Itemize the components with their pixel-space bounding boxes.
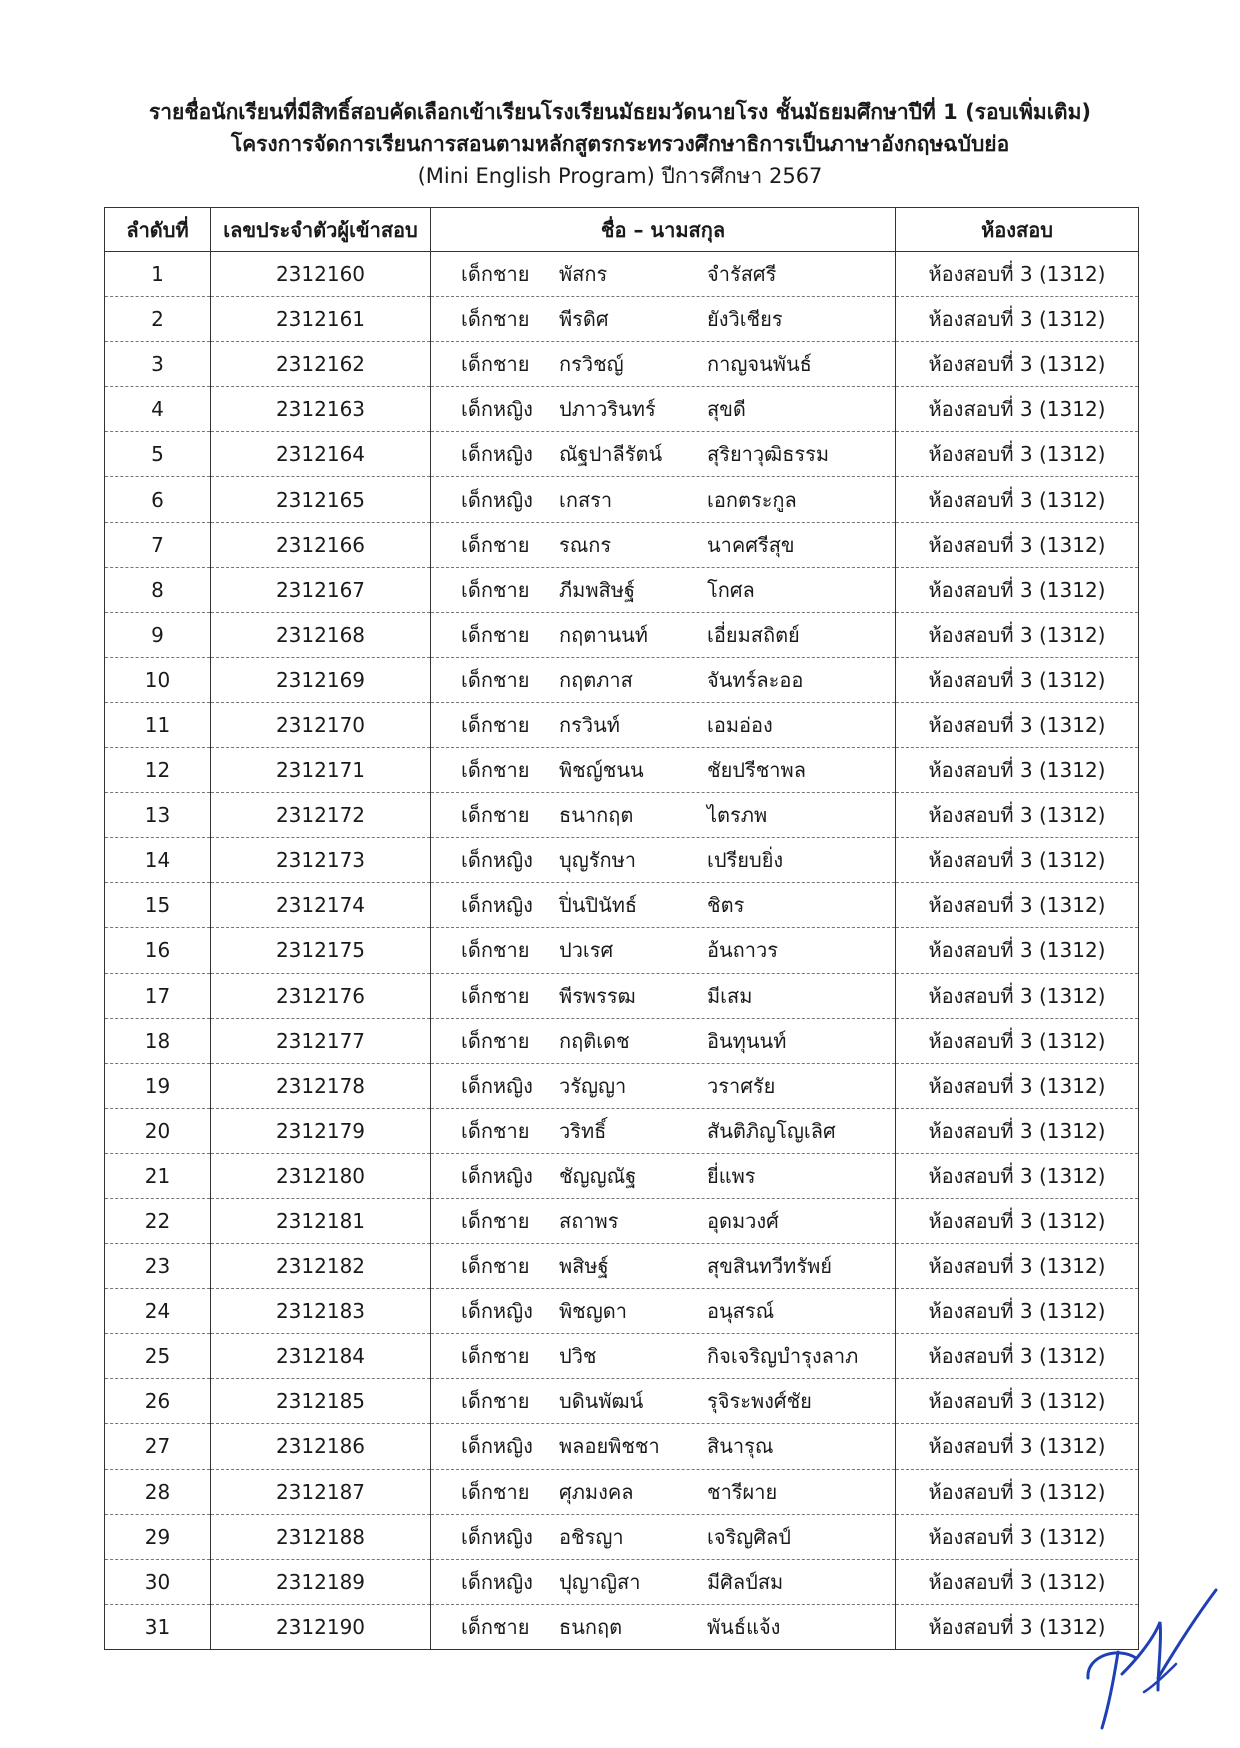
exam-id: 2312174 (211, 883, 431, 928)
name-prefix: เด็กชาย (461, 1209, 530, 1234)
exam-room: ห้องสอบที่ 3 (1312) (896, 1063, 1139, 1108)
name-last: ไตรภพ (707, 803, 768, 828)
name-last: เอมอ่อง (707, 712, 773, 737)
name-last: ชารีผาย (707, 1479, 778, 1504)
exam-room: ห้องสอบที่ 3 (1312) (896, 1514, 1139, 1559)
name-last: จำรัสศรี (707, 262, 777, 287)
name-prefix: เด็กหญิง (461, 893, 533, 918)
name-last: กิจเจริญบำรุงลาภ (707, 1344, 859, 1369)
exam-id: 2312172 (211, 793, 431, 838)
name-prefix: เด็กชาย (461, 1118, 530, 1143)
table-row (105, 1063, 1139, 1108)
table-row (105, 973, 1139, 1018)
exam-id: 2312175 (211, 928, 431, 973)
row-number: 10 (105, 657, 211, 702)
table-row (105, 1379, 1139, 1424)
name-first: พัสกร (559, 262, 608, 287)
title-line-3: (Mini English Program) ปีการศึกษา 2567 (417, 164, 823, 188)
name-prefix: เด็กชาย (461, 1254, 530, 1279)
header-room: ห้องสอบ (896, 208, 1139, 252)
name-last: เจริญศิลป์ (707, 1524, 791, 1549)
student-name (431, 387, 896, 432)
exam-id: 2312173 (211, 838, 431, 883)
exam-id: 2312187 (211, 1469, 431, 1514)
document-title (100, 96, 1140, 192)
row-number: 13 (105, 793, 211, 838)
student-name (431, 252, 896, 297)
name-first: พสิษฐ์ (559, 1254, 609, 1279)
name-last: อ้นถาวร (707, 938, 778, 963)
name-prefix: เด็กชาย (461, 758, 530, 783)
exam-room: ห้องสอบที่ 3 (1312) (896, 702, 1139, 747)
name-first: ธนกฤต (559, 1614, 623, 1639)
exam-id: 2312178 (211, 1063, 431, 1108)
name-prefix: เด็กชาย (461, 712, 530, 737)
name-last: เอกตระกูล (707, 487, 797, 512)
name-last: มีศิลป์สม (707, 1569, 784, 1594)
name-last: พันธ์แจ้ง (707, 1614, 781, 1639)
name-first: พีรพรรฒ (559, 983, 636, 1008)
name-first: ปวเรศ (559, 938, 614, 963)
name-first: พีรดิศ (559, 307, 609, 332)
table-row (105, 342, 1139, 387)
exam-room: ห้องสอบที่ 3 (1312) (896, 793, 1139, 838)
exam-id: 2312182 (211, 1244, 431, 1289)
name-last: เปรียบยิ่ง (707, 848, 784, 873)
student-name (431, 748, 896, 793)
exam-room: ห้องสอบที่ 3 (1312) (896, 477, 1139, 522)
exam-room: ห้องสอบที่ 3 (1312) (896, 522, 1139, 567)
table-row (105, 477, 1139, 522)
name-first: พลอยพิชชา (559, 1434, 660, 1459)
row-number: 16 (105, 928, 211, 973)
exam-room: ห้องสอบที่ 3 (1312) (896, 1018, 1139, 1063)
exam-room: ห้องสอบที่ 3 (1312) (896, 297, 1139, 342)
roster-table (104, 207, 1139, 1650)
exam-room: ห้องสอบที่ 3 (1312) (896, 928, 1139, 973)
name-first: กรวิชญ์ (559, 352, 624, 377)
exam-id: 2312190 (211, 1604, 431, 1649)
student-name (431, 1244, 896, 1289)
name-first: บดินพัฒน์ (559, 1389, 644, 1414)
table-row (105, 748, 1139, 793)
exam-room: ห้องสอบที่ 3 (1312) (896, 612, 1139, 657)
exam-id: 2312184 (211, 1334, 431, 1379)
row-number: 21 (105, 1153, 211, 1198)
student-name (431, 342, 896, 387)
table-row (105, 1244, 1139, 1289)
row-number: 26 (105, 1379, 211, 1424)
student-name (431, 973, 896, 1018)
name-first: กฤตภาส (559, 667, 633, 692)
student-name (431, 1289, 896, 1334)
exam-id: 2312181 (211, 1198, 431, 1243)
name-last: มีเสม (707, 983, 753, 1008)
name-last: ยังวิเชียร (707, 307, 783, 332)
name-first: ปวิช (559, 1344, 597, 1369)
header-no: ลำดับที่ (105, 208, 211, 252)
exam-id: 2312169 (211, 657, 431, 702)
exam-room: ห้องสอบที่ 3 (1312) (896, 748, 1139, 793)
name-prefix: เด็กหญิง (461, 1524, 533, 1549)
name-prefix: เด็กชาย (461, 983, 530, 1008)
row-number: 22 (105, 1198, 211, 1243)
row-number: 14 (105, 838, 211, 883)
exam-room: ห้องสอบที่ 3 (1312) (896, 342, 1139, 387)
name-prefix: เด็กหญิง (461, 1569, 533, 1594)
exam-id: 2312168 (211, 612, 431, 657)
student-name (431, 612, 896, 657)
table-row (105, 1559, 1139, 1604)
row-number: 6 (105, 477, 211, 522)
table-row (105, 1514, 1139, 1559)
student-name (431, 1108, 896, 1153)
exam-id: 2312164 (211, 432, 431, 477)
exam-room: ห้องสอบที่ 3 (1312) (896, 1559, 1139, 1604)
name-first: สถาพร (559, 1209, 619, 1234)
exam-room: ห้องสอบที่ 3 (1312) (896, 1198, 1139, 1243)
row-number: 11 (105, 702, 211, 747)
name-last: อินทุนนท์ (707, 1028, 787, 1053)
table-row (105, 522, 1139, 567)
name-first: กรวินท์ (559, 712, 620, 737)
name-last: ชัยปรีชาพล (707, 758, 806, 783)
table-row (105, 883, 1139, 928)
row-number: 4 (105, 387, 211, 432)
row-number: 5 (105, 432, 211, 477)
row-number: 7 (105, 522, 211, 567)
exam-id: 2312177 (211, 1018, 431, 1063)
exam-id: 2312162 (211, 342, 431, 387)
exam-id: 2312180 (211, 1153, 431, 1198)
table-row (105, 567, 1139, 612)
name-prefix: เด็กชาย (461, 262, 530, 287)
row-number: 24 (105, 1289, 211, 1334)
student-name (431, 522, 896, 567)
table-header-row (105, 208, 1139, 252)
exam-room: ห้องสอบที่ 3 (1312) (896, 567, 1139, 612)
name-prefix: เด็กชาย (461, 532, 530, 557)
table-row (105, 387, 1139, 432)
name-last: สันติภิญโญเลิศ (707, 1118, 836, 1143)
exam-room: ห้องสอบที่ 3 (1312) (896, 1108, 1139, 1153)
table-row (105, 702, 1139, 747)
student-name (431, 883, 896, 928)
exam-room: ห้องสอบที่ 3 (1312) (896, 387, 1139, 432)
exam-room: ห้องสอบที่ 3 (1312) (896, 1379, 1139, 1424)
title-line-1: รายชื่อนักเรียนที่มีสิทธิ์สอบคัดเลือกเข้าเรียนโรงเรียนมัธยมวัดนายโรง ชั้นมัธยมศึกษาปีที่ 1 (รอบเพิ่มเติม) (148, 100, 1092, 124)
name-last: กาญจนพันธ์ (707, 352, 812, 377)
row-number: 25 (105, 1334, 211, 1379)
table-row (105, 657, 1139, 702)
name-first: พิชญ์ชนน (559, 758, 644, 783)
name-prefix: เด็กชาย (461, 1479, 530, 1504)
name-prefix: เด็กหญิง (461, 1299, 533, 1324)
name-first: เกสรา (559, 487, 613, 512)
name-last: สุขสินทวีทรัพย์ (707, 1254, 832, 1279)
exam-room: ห้องสอบที่ 3 (1312) (896, 1424, 1139, 1469)
exam-id: 2312179 (211, 1108, 431, 1153)
table-row (105, 432, 1139, 477)
name-first: วริทธิ์ (559, 1118, 607, 1143)
name-first: วรัญญา (559, 1073, 627, 1098)
name-first: อชิรญา (559, 1524, 624, 1549)
title-line-2: โครงการจัดการเรียนการสอนตามหลักสูตรกระทรวงศึกษาธิการเป็นภาษาอังกฤษฉบับย่อ (230, 132, 1010, 156)
exam-id: 2312161 (211, 297, 431, 342)
exam-room: ห้องสอบที่ 3 (1312) (896, 657, 1139, 702)
table-row (105, 252, 1139, 297)
exam-room: ห้องสอบที่ 3 (1312) (896, 1289, 1139, 1334)
student-name (431, 793, 896, 838)
student-name (431, 432, 896, 477)
name-prefix: เด็กหญิง (461, 1163, 533, 1188)
exam-room: ห้องสอบที่ 3 (1312) (896, 1334, 1139, 1379)
table-row (105, 793, 1139, 838)
exam-id: 2312163 (211, 387, 431, 432)
name-first: ชัญญณัฐ (559, 1163, 637, 1188)
exam-id: 2312183 (211, 1289, 431, 1334)
student-name (431, 477, 896, 522)
name-prefix: เด็กหญิง (461, 848, 533, 873)
student-name (431, 1379, 896, 1424)
table-row (105, 612, 1139, 657)
student-name (431, 1424, 896, 1469)
name-first: ธนากฤต (559, 803, 634, 828)
name-first: ศุภมงคล (559, 1479, 634, 1504)
name-first: กฤตานนท์ (559, 622, 648, 647)
header-exam-id: เลขประจำตัวผู้เข้าสอบ (211, 208, 431, 252)
exam-id: 2312170 (211, 702, 431, 747)
name-first: ปุญาญิสา (559, 1569, 641, 1594)
name-last: สุริยาวุฒิธรรม (707, 442, 830, 467)
exam-room: ห้องสอบที่ 3 (1312) (896, 252, 1139, 297)
student-name (431, 1469, 896, 1514)
exam-id: 2312165 (211, 477, 431, 522)
row-number: 17 (105, 973, 211, 1018)
name-prefix: เด็กชาย (461, 1344, 530, 1369)
exam-id: 2312176 (211, 973, 431, 1018)
student-name (431, 1514, 896, 1559)
name-prefix: เด็กหญิง (461, 1073, 533, 1098)
row-number: 31 (105, 1604, 211, 1649)
name-prefix: เด็กหญิง (461, 1434, 533, 1459)
exam-room: ห้องสอบที่ 3 (1312) (896, 883, 1139, 928)
exam-id: 2312188 (211, 1514, 431, 1559)
exam-id: 2312186 (211, 1424, 431, 1469)
exam-room: ห้องสอบที่ 3 (1312) (896, 973, 1139, 1018)
name-prefix: เด็กชาย (461, 1028, 530, 1053)
name-first: ปภาวรินทร์ (559, 397, 656, 422)
row-number: 27 (105, 1424, 211, 1469)
row-number: 12 (105, 748, 211, 793)
name-last: จันทร์ละออ (707, 667, 804, 692)
student-name (431, 567, 896, 612)
student-name (431, 1063, 896, 1108)
name-last: วราศรัย (707, 1073, 776, 1098)
name-prefix: เด็กหญิง (461, 442, 533, 467)
exam-room: ห้องสอบที่ 3 (1312) (896, 432, 1139, 477)
student-name (431, 297, 896, 342)
row-number: 29 (105, 1514, 211, 1559)
name-prefix: เด็กชาย (461, 1614, 530, 1639)
name-last: สินารุณ (707, 1434, 774, 1459)
table-row (105, 1424, 1139, 1469)
row-number: 23 (105, 1244, 211, 1289)
table-row (105, 1469, 1139, 1514)
exam-room: ห้องสอบที่ 3 (1312) (896, 1469, 1139, 1514)
exam-room: ห้องสอบที่ 3 (1312) (896, 1604, 1139, 1649)
name-prefix: เด็กชาย (461, 1389, 530, 1414)
name-last: สุขดี (707, 397, 746, 422)
table-row (105, 1334, 1139, 1379)
name-first: ณัฐปาลีรัตน์ (559, 442, 663, 467)
row-number: 3 (105, 342, 211, 387)
table-row (105, 1108, 1139, 1153)
name-prefix: เด็กชาย (461, 577, 530, 602)
name-first: กฤติเดช (559, 1028, 630, 1053)
name-last: นาคศรีสุข (707, 532, 795, 557)
table-row (105, 1018, 1139, 1063)
student-name (431, 1153, 896, 1198)
table-row (105, 1604, 1139, 1649)
name-last: โกศล (707, 577, 755, 602)
exam-room: ห้องสอบที่ 3 (1312) (896, 1244, 1139, 1289)
row-number: 9 (105, 612, 211, 657)
name-last: ชิตร (707, 893, 745, 918)
name-last: อนุสรณ์ (707, 1299, 775, 1324)
exam-id: 2312189 (211, 1559, 431, 1604)
name-last: ยี่แพร (707, 1163, 756, 1188)
row-number: 15 (105, 883, 211, 928)
row-number: 28 (105, 1469, 211, 1514)
table-row (105, 297, 1139, 342)
student-name (431, 1334, 896, 1379)
name-first: รณกร (559, 532, 612, 557)
student-name (431, 1559, 896, 1604)
signature-mark (1058, 1578, 1228, 1738)
name-first: พิชญดา (559, 1299, 628, 1324)
row-number: 2 (105, 297, 211, 342)
student-name (431, 702, 896, 747)
student-name (431, 657, 896, 702)
table-row (105, 1153, 1139, 1198)
exam-id: 2312185 (211, 1379, 431, 1424)
table-row (105, 838, 1139, 883)
row-number: 30 (105, 1559, 211, 1604)
name-prefix: เด็กชาย (461, 307, 530, 332)
exam-room: ห้องสอบที่ 3 (1312) (896, 1153, 1139, 1198)
student-name (431, 1198, 896, 1243)
roster-body (105, 252, 1139, 1650)
name-prefix: เด็กชาย (461, 352, 530, 377)
row-number: 8 (105, 567, 211, 612)
student-name (431, 838, 896, 883)
row-number: 19 (105, 1063, 211, 1108)
name-last: อุดมวงศ์ (707, 1209, 779, 1234)
name-first: ปิ่นปินัทธ์ (559, 893, 638, 918)
name-first: ภีมพสิษฐ์ (559, 577, 635, 602)
exam-id: 2312167 (211, 567, 431, 612)
name-prefix: เด็กชาย (461, 667, 530, 692)
student-name (431, 928, 896, 973)
exam-id: 2312166 (211, 522, 431, 567)
name-prefix: เด็กชาย (461, 803, 530, 828)
name-first: บุญรักษา (559, 848, 637, 873)
exam-id: 2312171 (211, 748, 431, 793)
exam-id: 2312160 (211, 252, 431, 297)
name-prefix: เด็กชาย (461, 938, 530, 963)
name-last: เอี่ยมสถิตย์ (707, 622, 800, 647)
student-name (431, 1018, 896, 1063)
exam-room: ห้องสอบที่ 3 (1312) (896, 838, 1139, 883)
row-number: 18 (105, 1018, 211, 1063)
table-row (105, 1289, 1139, 1334)
name-prefix: เด็กหญิง (461, 397, 533, 422)
table-row (105, 1198, 1139, 1243)
header-name: ชื่อ – นามสกุล (431, 208, 896, 252)
student-name (431, 1604, 896, 1649)
row-number: 1 (105, 252, 211, 297)
name-prefix: เด็กชาย (461, 622, 530, 647)
row-number: 20 (105, 1108, 211, 1153)
table-row (105, 928, 1139, 973)
name-prefix: เด็กหญิง (461, 487, 533, 512)
name-last: รุจิระพงศ์ชัย (707, 1389, 812, 1414)
